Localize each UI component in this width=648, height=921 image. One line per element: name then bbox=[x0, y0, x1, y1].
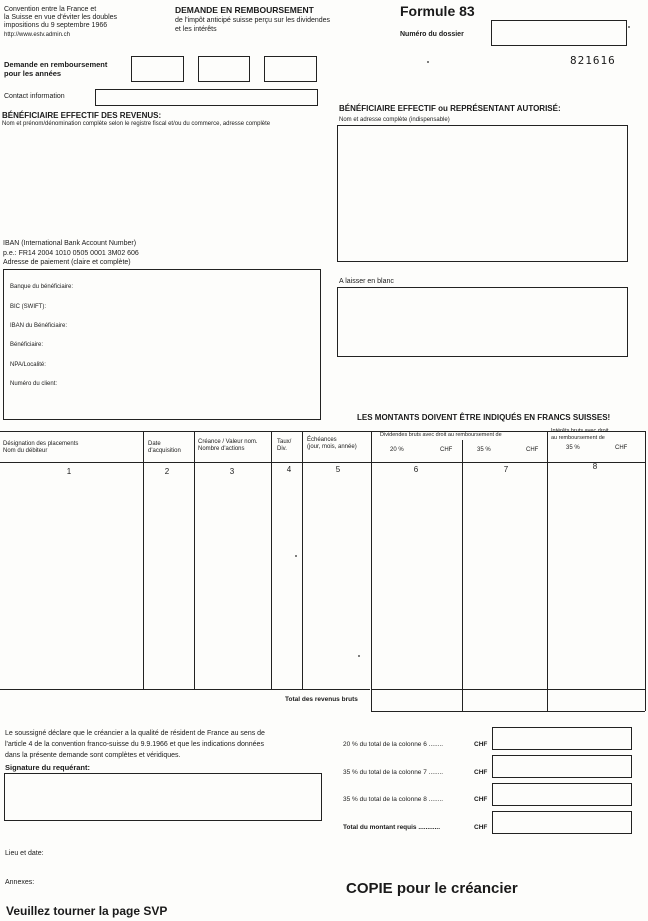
table-header-line bbox=[0, 462, 646, 463]
request-title: DEMANDE EN REMBOURSEMENT bbox=[175, 5, 314, 15]
contact-field[interactable] bbox=[95, 89, 318, 106]
header-c1-line1: Désignation des placements bbox=[3, 441, 79, 447]
header-c3-line1: Créance / Valeur nom. bbox=[198, 439, 258, 445]
iban-line-1: IBAN (International Bank Account Number) bbox=[3, 240, 137, 247]
year-field-2[interactable] bbox=[198, 56, 250, 82]
header-c2-line1: Date bbox=[148, 441, 161, 447]
header-c8-cur: CHF bbox=[615, 445, 628, 451]
amounts-notice: LES MONTANTS DOIVENT ÊTRE INDIQUÉS EN FRANCS SUISSES! bbox=[357, 413, 611, 422]
iban-beneficiary-label: IBAN du Bénéficiaire: bbox=[10, 323, 68, 329]
total-label: Total des revenus bruts bbox=[285, 696, 358, 703]
total-35-col7-cur: CHF bbox=[474, 769, 488, 776]
request-subtitle-1: de l'impôt anticipé suisse perçu sur les dividendes bbox=[175, 17, 331, 24]
header-c5-line1: Échéances bbox=[307, 437, 337, 443]
convention-line-2: la Suisse en vue d'éviter les doubles bbox=[4, 14, 118, 21]
dossier-number-field[interactable] bbox=[491, 20, 627, 46]
col-number-6: 6 bbox=[413, 465, 419, 474]
beneficiary-name-label: Bénéficiaire: bbox=[10, 342, 44, 348]
iban-line-2: p.e.: FR14 2004 1010 0505 0001 3M02 606 bbox=[3, 250, 139, 257]
year-field-1[interactable] bbox=[131, 56, 184, 82]
total-row-top bbox=[371, 689, 645, 690]
bank-label: Banque du bénéficiaire: bbox=[10, 284, 74, 290]
total-20-cur: CHF bbox=[474, 741, 488, 748]
col-divider bbox=[645, 431, 646, 711]
signature-label: Signature du requérant: bbox=[5, 763, 91, 772]
website-url[interactable]: http://www.estv.admin.ch bbox=[4, 32, 70, 38]
header-c6-rate: 20 % bbox=[390, 447, 404, 453]
representative-subtitle: Nom et adresse complète (indispensable) bbox=[339, 117, 450, 123]
header-c1-line2: Nom du débiteur bbox=[3, 448, 48, 454]
col-number-2: 2 bbox=[164, 467, 170, 476]
blank-box bbox=[337, 287, 628, 357]
header-c7-cur: CHF bbox=[526, 447, 539, 453]
total-requested-cur: CHF bbox=[474, 824, 488, 831]
contact-label: Contact information bbox=[4, 93, 65, 100]
convention-line-3: impositions du 9 septembre 1966 bbox=[4, 22, 108, 29]
beneficiary-field[interactable] bbox=[2, 130, 317, 235]
dossier-label: Numéro du dossier bbox=[400, 31, 464, 38]
npa-locality-label: NPA/Localité: bbox=[10, 362, 46, 368]
total-35-col7-field[interactable] bbox=[492, 755, 632, 778]
col-number-1: 1 bbox=[66, 467, 72, 476]
years-label-1: Demande en remboursement bbox=[4, 60, 108, 69]
year-field-3[interactable] bbox=[264, 56, 317, 82]
request-subtitle-2: et les intérêts bbox=[175, 26, 217, 33]
annexes-label: Annexes: bbox=[5, 879, 35, 886]
beneficiary-title: BÉNÉFICIAIRE EFFECTIF DES REVENUS: bbox=[2, 111, 162, 120]
col-number-5: 5 bbox=[335, 465, 341, 474]
scan-speck bbox=[427, 61, 429, 63]
col-number-3: 3 bbox=[229, 467, 235, 476]
signature-field[interactable] bbox=[4, 773, 322, 821]
declaration-line-1: Le soussigné déclare que le créancier a la qualité de résident de France au sens de bbox=[5, 730, 265, 737]
total-row-bottom bbox=[371, 711, 645, 712]
header-c8-line1: Intérêts bruts avec droit bbox=[551, 428, 609, 434]
header-c7-rate: 35 % bbox=[477, 447, 491, 453]
total-35-col8-label: 35 % du total de la colonne 8 ........ bbox=[343, 796, 444, 803]
table-top-line bbox=[0, 431, 646, 432]
scan-speck bbox=[358, 655, 360, 657]
header-c5-line2: (jour, mois, année) bbox=[307, 444, 357, 450]
convention-line-1: Convention entre la France et bbox=[4, 6, 97, 13]
table-body[interactable] bbox=[1, 480, 645, 687]
total-requested-label: Total du montant requis ............ bbox=[343, 824, 441, 831]
dossier-number: 821616 bbox=[570, 54, 616, 67]
col-number-4: 4 bbox=[286, 465, 292, 474]
representative-field[interactable] bbox=[337, 125, 628, 262]
declaration-line-3: dans la présente demande sont complètes et véridiques. bbox=[5, 752, 181, 759]
header-c8-line2: au remboursement de bbox=[551, 435, 605, 441]
payment-address-box[interactable] bbox=[3, 269, 321, 420]
header-c4-line1: Taux/ bbox=[277, 439, 292, 445]
turn-page-label: Veuillez tourner la page SVP bbox=[6, 904, 168, 918]
bic-label: BIC (SWIFT): bbox=[10, 304, 46, 310]
header-c3-line2: Nombre d'actions bbox=[198, 446, 245, 452]
table-bottom-line bbox=[0, 689, 370, 690]
header-c2-line2: d'acquisition bbox=[148, 448, 181, 454]
scan-speck bbox=[295, 555, 297, 557]
years-label-2: pour les années bbox=[4, 69, 62, 78]
header-c4-line2: Div. bbox=[277, 446, 287, 452]
header-dividends: Dividendes bruts avec droit au remboursement de bbox=[380, 432, 502, 438]
col-number-8: 8 bbox=[592, 462, 598, 471]
place-date-label: Lieu et date: bbox=[5, 850, 44, 857]
total-20-label: 20 % du total de la colonne 6 ........ bbox=[343, 741, 444, 748]
total-requested-field[interactable] bbox=[492, 811, 632, 834]
scan-speck bbox=[628, 26, 630, 28]
form-title: Formule 83 bbox=[400, 3, 475, 19]
declaration-line-2: l'article 4 de la convention franco-suisse du 9.9.1966 et que les indications données bbox=[5, 741, 264, 748]
representative-title: BÉNÉFICIAIRE EFFECTIF ou REPRÉSENTANT AUTORISÉ: bbox=[339, 104, 561, 113]
header-c8-rate: 35 % bbox=[566, 445, 580, 451]
client-number-label: Numéro du client: bbox=[10, 381, 58, 387]
header-c6-cur: CHF bbox=[440, 447, 453, 453]
iban-line-3: Adresse de paiement (claire et complète) bbox=[3, 259, 131, 266]
col-number-7: 7 bbox=[503, 465, 509, 474]
blank-label: A laisser en blanc bbox=[339, 278, 394, 285]
total-35-col8-cur: CHF bbox=[474, 796, 488, 803]
beneficiary-subtitle: Nom et prénom/dénomination complète selon le registre fiscal et/ou du commerce, adresse complète bbox=[2, 121, 271, 127]
total-35-col8-field[interactable] bbox=[492, 783, 632, 806]
total-20-field[interactable] bbox=[492, 727, 632, 750]
copy-label: COPIE pour le créancier bbox=[346, 880, 518, 897]
total-35-col7-label: 35 % du total de la colonne 7 ........ bbox=[343, 769, 444, 776]
